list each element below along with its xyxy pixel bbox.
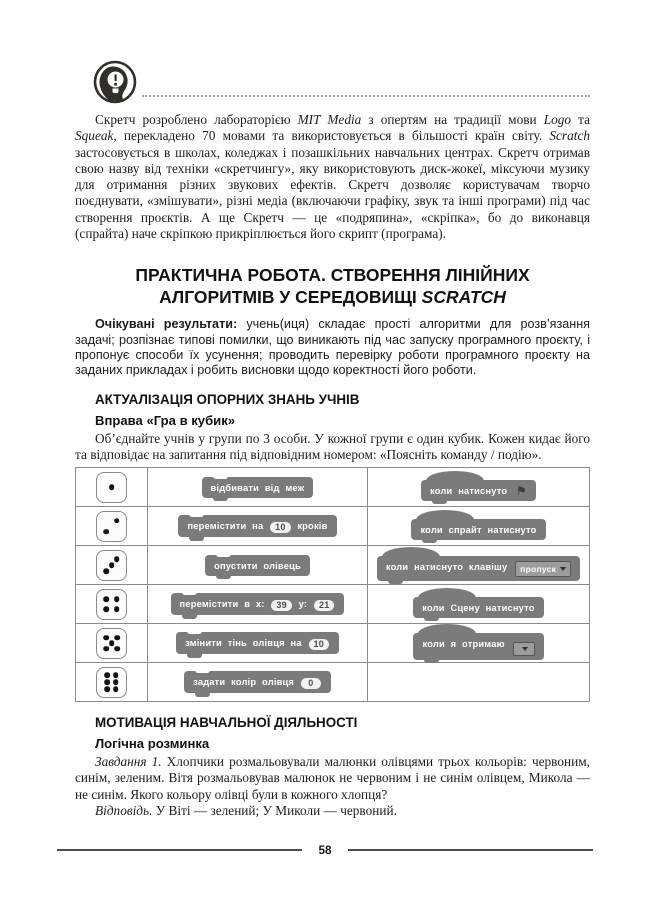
command-cell bbox=[148, 663, 368, 701]
page-title-line1: ПРАКТИЧНА РОБОТА. СТВОРЕННЯ ЛІНІЙНИХ bbox=[135, 265, 530, 286]
die-dot bbox=[114, 646, 120, 652]
page-title bbox=[75, 264, 590, 308]
die-face-4 bbox=[96, 589, 127, 620]
page-title-scratch: SCRATCH bbox=[421, 287, 506, 308]
text-segment: Logo bbox=[543, 112, 572, 127]
die-face-5 bbox=[96, 628, 127, 659]
die-dot bbox=[104, 679, 110, 685]
command-cell bbox=[148, 507, 368, 546]
caret-down-icon bbox=[560, 567, 566, 571]
die-face-3 bbox=[96, 550, 127, 581]
value-oval: 0 bbox=[301, 678, 321, 690]
text-segment: з опертям на традиції мови bbox=[361, 112, 544, 127]
die-dot bbox=[114, 596, 120, 602]
block-dropdown bbox=[513, 642, 535, 656]
scratch-event-block: коли я отримаю bbox=[413, 633, 543, 660]
scratch-command-block: відбивати від меж bbox=[202, 477, 314, 498]
scratch-command-block: змінити тінь олівця на 10 bbox=[176, 632, 339, 655]
intro-paragraph bbox=[75, 112, 590, 242]
page-title-line2: АЛГОРИТМІВ У СЕРЕДОВИЩІ bbox=[159, 287, 422, 308]
scratch-command-block: перемістити на 10 кроків bbox=[178, 515, 336, 538]
flag-icon: ⚑ bbox=[516, 483, 527, 498]
warmup-title: Логічна розминка bbox=[95, 736, 210, 752]
value-oval: 10 bbox=[270, 522, 290, 534]
header-icon-row bbox=[75, 0, 590, 104]
event-cell bbox=[368, 507, 589, 546]
command-cell bbox=[148, 468, 368, 507]
page-content bbox=[75, 0, 590, 819]
die-dot bbox=[114, 556, 120, 562]
text-segment: Scratch bbox=[549, 128, 590, 144]
dotted-divider bbox=[142, 95, 590, 97]
footer-rule-left bbox=[57, 849, 302, 851]
die-dot bbox=[109, 562, 115, 568]
die-dot bbox=[103, 646, 109, 652]
command-cell bbox=[148, 585, 368, 624]
section-motivation: МОТИВАЦІЯ НАВЧАЛЬНОЇ ДІЯЛЬНОСТІ bbox=[95, 715, 358, 731]
die-dot bbox=[114, 635, 120, 641]
die-dot bbox=[113, 679, 119, 685]
scratch-event-block: коли спрайт натиснуто bbox=[411, 519, 545, 540]
die-dot bbox=[103, 529, 109, 535]
warmup-answer bbox=[75, 803, 590, 819]
scratch-event-block: коли натиснуто клавішу пропуск bbox=[377, 556, 580, 581]
event-cell bbox=[368, 585, 589, 624]
text-segment: та bbox=[571, 112, 590, 127]
page-number: 58 bbox=[318, 843, 332, 857]
scratch-command-block: задати колір олівця 0 bbox=[184, 671, 331, 694]
exercise-title: Вправа «Гра в кубик» bbox=[95, 412, 236, 428]
event-cell bbox=[368, 546, 589, 585]
text-segment: MIT Media bbox=[297, 112, 362, 127]
die-dot bbox=[103, 607, 109, 613]
die-face-6 bbox=[96, 667, 127, 698]
text-segment: Завдання 1. bbox=[95, 754, 162, 770]
die-dot bbox=[104, 672, 110, 678]
idea-head-icon bbox=[93, 60, 137, 104]
dice-cell bbox=[76, 663, 148, 701]
die-dot bbox=[114, 607, 120, 613]
die-face-1 bbox=[96, 472, 127, 503]
exercise-text: Об’єднайте учнів у групи по 3 особи. У кожної групи є один кубик. Кожен кидає його та відповідає на запитання під відповідним номером: «Поясніть команду / подію». bbox=[75, 430, 590, 462]
text-segment: Відповідь. bbox=[95, 803, 153, 819]
value-oval: 10 bbox=[309, 639, 329, 651]
event-cell bbox=[368, 624, 589, 663]
text-segment: Очікувані результати: bbox=[95, 317, 238, 332]
text-segment: застосовується в школах, коледжах і позашкільних навчальних центрах. Скретч отримав свою назву від техніки «скретчингу», яку використовують диск-жокеї, міксуючи музику для отримання різних звукових ефектів. Скретч дозволяє користувачам творчо поєднувати, «змішувати», різні медіа (включаючи графіку, звук та інші програми) під час створення проєктів. А ще Скретч — це «подряпина», «скріпка», бо до виконавця (спрайта) наче скріпкою прикріплюється його скрипт (програма). bbox=[75, 144, 590, 242]
block-dropdown bbox=[515, 561, 571, 577]
die-dot bbox=[103, 568, 109, 574]
footer-rule-right bbox=[348, 849, 593, 851]
dropdown-value: пропуск bbox=[520, 563, 557, 574]
value-oval: 39 bbox=[271, 600, 291, 612]
die-dot bbox=[103, 635, 109, 641]
text-segment: учень(иця) складає прості алгоритми для розв’язання задачі; розпізнає типові помилки, що виникають під час запуску програмного проєкту, і пропонує способи їх усунення; проводить перевірку роботи програмного проєкту на заданих прикладах і робить висновки щодо коректності його роботи. bbox=[75, 317, 590, 378]
die-dot bbox=[104, 687, 110, 693]
scratch-event-block: коли натиснуто ⚑ bbox=[421, 480, 536, 501]
event-cell bbox=[368, 663, 589, 701]
die-dot bbox=[114, 518, 120, 524]
dice-cell bbox=[76, 546, 148, 585]
die-dot bbox=[109, 640, 115, 646]
page-footer bbox=[0, 843, 650, 857]
scratch-command-block: опустити олівець bbox=[205, 555, 310, 576]
dice-cell bbox=[76, 624, 148, 663]
caret-down-icon bbox=[522, 647, 528, 651]
text-segment: У Віті — зелений; У Миколи — червоний. bbox=[152, 803, 397, 819]
dice-cell bbox=[76, 585, 148, 624]
die-face-2 bbox=[96, 511, 127, 542]
text-segment: Скретч розроблено лабораторією bbox=[95, 112, 298, 127]
die-dot bbox=[103, 596, 109, 602]
die-dot bbox=[113, 687, 119, 693]
dice-table bbox=[75, 467, 590, 702]
dice-cell bbox=[76, 468, 148, 507]
command-cell bbox=[148, 546, 368, 585]
value-oval: 21 bbox=[314, 600, 334, 612]
text-segment: , перекладено 70 мовами та використовується в більшості країн світу. bbox=[113, 128, 550, 144]
event-cell bbox=[368, 468, 589, 507]
text-segment: Squeak bbox=[75, 128, 114, 144]
die-dot bbox=[113, 672, 119, 678]
die-dot bbox=[109, 484, 115, 490]
dice-cell bbox=[76, 507, 148, 546]
scratch-event-block: коли Сцену натиснуто bbox=[413, 597, 543, 618]
scratch-command-block: перемістити в x: 39 y: 21 bbox=[171, 593, 345, 616]
expected-results-paragraph bbox=[75, 317, 590, 378]
command-cell bbox=[148, 624, 368, 663]
text-segment: Хлопчики розмальовували малюнки олівцями трьох кольорів: червоним, синім, зеленим. Вітя розмальовував малюнок не червоним і не синім олівцем, Микола — не синім. Якого кольору олівці були в кожного хлопця? bbox=[75, 754, 590, 802]
warmup-task bbox=[75, 754, 590, 803]
section-actualization: АКТУАЛІЗАЦІЯ ОПОРНИХ ЗНАНЬ УЧНІВ bbox=[95, 391, 360, 407]
